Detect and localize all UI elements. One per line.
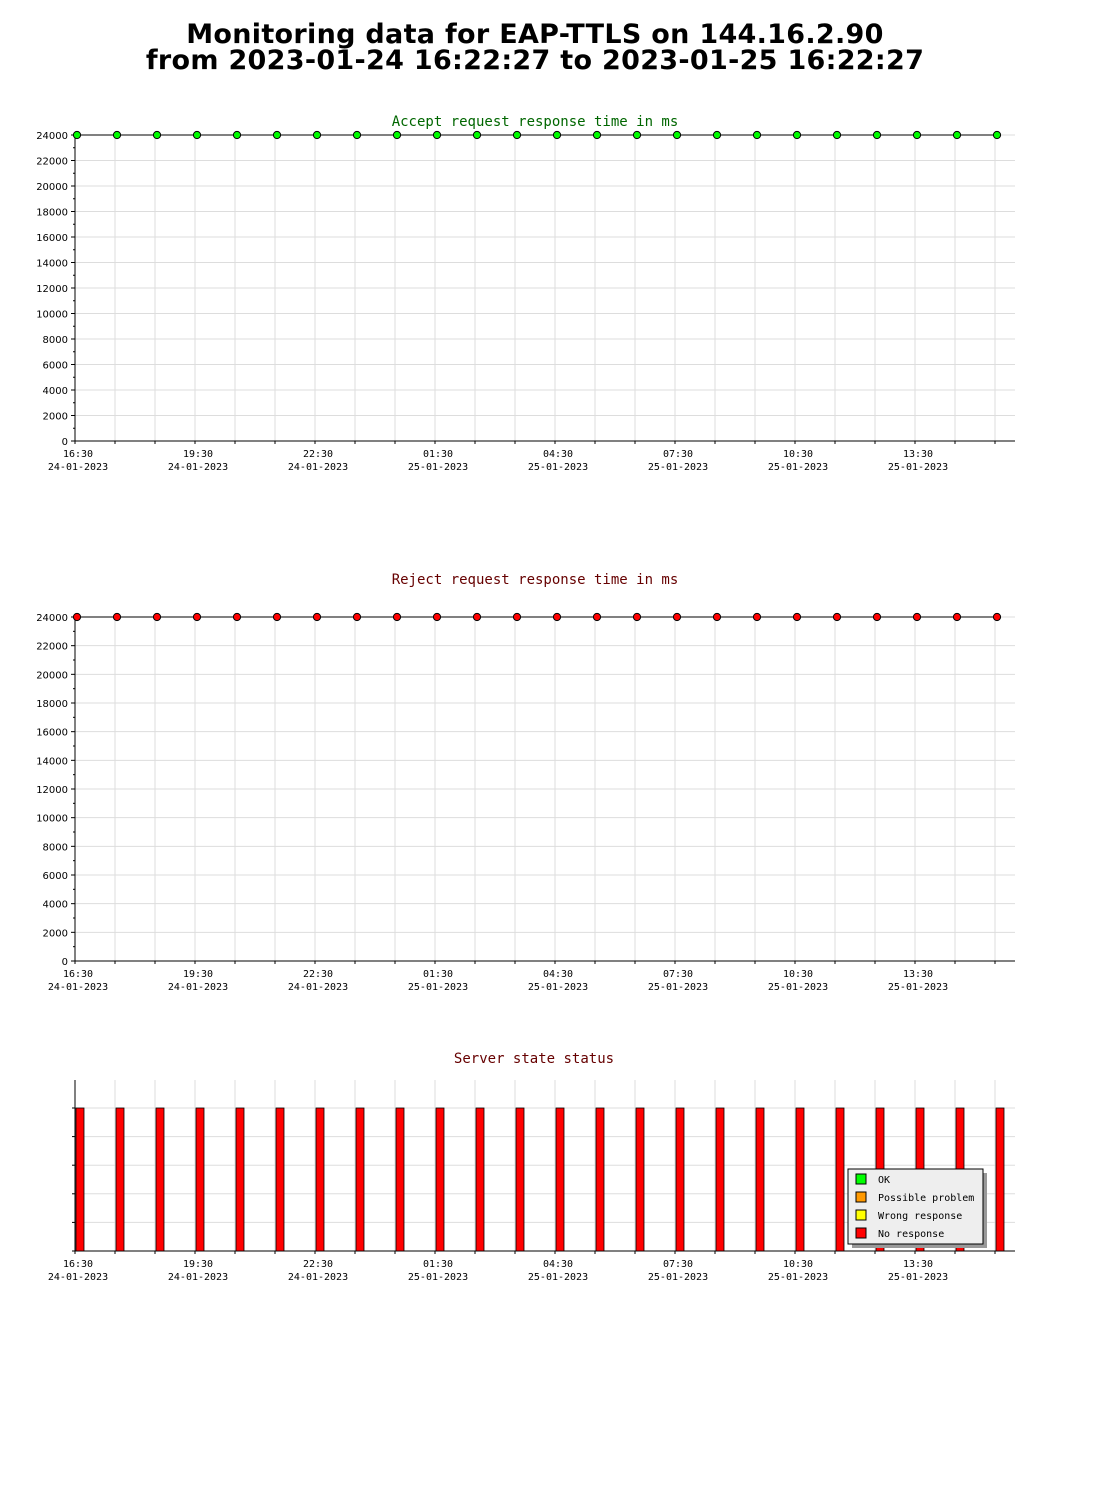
accept-x-tick-date: 25-01-2023 [647, 462, 709, 473]
reject-data-point [113, 613, 120, 620]
status-x-tick-time: 16:30 [62, 1259, 94, 1270]
accept-y-tick-label: 12000 [36, 284, 68, 295]
reject-y-tick-label: 10000 [36, 813, 68, 825]
reject-data-point [673, 613, 680, 620]
status-state-bar [756, 1108, 764, 1251]
title-line-2: from 2023-01-24 16:22:27 to 2023-01-25 16:22:27 [145, 45, 925, 76]
status-x-tick-time: 04:30 [542, 1259, 574, 1270]
accept-data-point [393, 131, 400, 138]
accept-data-point [273, 131, 280, 138]
reject-chart-title: Reject request response time in ms [391, 572, 679, 588]
accept-y-tick-label: 4000 [42, 386, 68, 397]
status-x-tick-time: 13:30 [902, 1259, 934, 1270]
accept-x-tick-date: 25-01-2023 [887, 462, 949, 473]
reject-y-tick-label: 20000 [36, 670, 68, 682]
reject-x-tick-date: 25-01-2023 [887, 982, 949, 993]
status-state-bar [556, 1108, 564, 1251]
accept-data-point [153, 131, 160, 138]
reject-x-tick-time: 01:30 [422, 969, 454, 980]
accept-x-tick-time: 07:30 [662, 449, 694, 460]
accept-data-point [193, 131, 200, 138]
accept-data-point [473, 131, 480, 138]
status-state-bar [516, 1108, 524, 1251]
accept-y-tick-label: 2000 [42, 411, 68, 423]
accept-data-point [553, 131, 560, 138]
status-x-tick-time: 19:30 [182, 1259, 214, 1270]
status-state-bar [276, 1108, 284, 1251]
accept-x-tick-date: 24-01-2023 [287, 462, 349, 473]
accept-x-tick-time: 04:30 [542, 449, 574, 460]
accept-data-point [993, 131, 1000, 138]
accept-x-tick-time: 13:30 [902, 449, 934, 460]
status-state-bar [836, 1108, 844, 1251]
legend-swatch [856, 1210, 866, 1220]
status-state-bar [676, 1108, 684, 1251]
reject-x-tick-date: 25-01-2023 [407, 982, 469, 993]
status-state-bar [596, 1108, 604, 1251]
accept-x-tick-date: 25-01-2023 [767, 462, 829, 473]
reject-data-point [393, 613, 400, 620]
accept-y-tick-label: 16000 [36, 233, 68, 244]
status-chart [48, 1051, 1015, 1283]
status-state-bar [396, 1108, 404, 1251]
accept-data-point [673, 131, 680, 138]
accept-data-point [793, 131, 800, 138]
accept-data-point [753, 131, 760, 138]
status-x-tick-date: 25-01-2023 [407, 1272, 469, 1283]
status-x-tick-date: 24-01-2023 [167, 1272, 229, 1283]
accept-data-point [73, 131, 80, 138]
reject-y-tick-label: 12000 [36, 785, 68, 796]
accept-y-tick-label: 18000 [36, 207, 68, 219]
accept-data-point [313, 131, 320, 138]
status-x-tick-time: 10:30 [782, 1259, 814, 1270]
accept-data-point [513, 131, 520, 138]
reject-data-point [553, 613, 560, 620]
status-state-bar [316, 1108, 324, 1251]
status-state-bar [716, 1108, 724, 1251]
status-x-tick-time: 07:30 [662, 1259, 694, 1270]
reject-data-point [953, 613, 960, 620]
status-state-bar [636, 1108, 644, 1251]
reject-x-tick-time: 07:30 [662, 969, 694, 980]
reject-y-tick-label: 6000 [42, 871, 68, 882]
status-state-bar [116, 1108, 124, 1251]
accept-data-point [233, 131, 240, 138]
reject-data-point [353, 613, 360, 620]
status-state-bar [796, 1108, 804, 1251]
reject-data-point [433, 613, 440, 620]
status-state-bar [356, 1108, 364, 1251]
legend-label: OK [878, 1175, 891, 1186]
legend-label: Possible problem [878, 1193, 975, 1204]
accept-data-point [873, 131, 880, 138]
status-x-tick-date: 25-01-2023 [767, 1272, 829, 1283]
reject-y-tick-label: 16000 [36, 727, 68, 739]
status-legend [848, 1169, 987, 1248]
accept-data-point [833, 131, 840, 138]
accept-y-tick-label: 24000 [36, 131, 68, 142]
reject-x-tick-date: 24-01-2023 [47, 982, 109, 993]
reject-x-tick-date: 25-01-2023 [767, 982, 829, 993]
reject-data-point [793, 613, 800, 620]
reject-x-tick-time: 13:30 [902, 969, 934, 980]
reject-data-point [913, 613, 920, 620]
status-x-tick-date: 25-01-2023 [647, 1272, 709, 1283]
reject-data-point [833, 613, 840, 620]
accept-x-tick-date: 24-01-2023 [47, 462, 109, 473]
reject-data-point [193, 613, 200, 620]
reject-data-point [313, 613, 320, 620]
reject-y-tick-label: 8000 [42, 842, 68, 854]
accept-data-point [113, 131, 120, 138]
accept-chart [36, 114, 1015, 473]
status-x-tick-date: 24-01-2023 [47, 1272, 109, 1283]
reject-chart [36, 572, 1015, 993]
reject-y-tick-label: 14000 [36, 756, 68, 768]
accept-x-tick-time: 01:30 [422, 449, 454, 460]
accept-y-tick-label: 0 [61, 437, 68, 448]
accept-data-point [433, 131, 440, 138]
reject-data-point [633, 613, 640, 620]
reject-data-point [73, 613, 80, 620]
accept-data-point [913, 131, 920, 138]
status-state-bar [436, 1108, 444, 1251]
reject-x-tick-date: 25-01-2023 [647, 982, 709, 993]
accept-y-tick-label: 22000 [36, 156, 68, 168]
reject-data-point [153, 613, 160, 620]
reject-data-point [753, 613, 760, 620]
status-x-tick-date: 25-01-2023 [887, 1272, 949, 1283]
status-x-tick-time: 22:30 [302, 1259, 334, 1270]
accept-data-point [713, 131, 720, 138]
accept-x-tick-date: 24-01-2023 [167, 462, 229, 473]
status-x-tick-time: 01:30 [422, 1259, 454, 1270]
status-state-bar [76, 1108, 84, 1251]
reject-x-tick-time: 19:30 [182, 969, 214, 980]
reject-x-tick-date: 24-01-2023 [287, 982, 349, 993]
status-state-bar [996, 1108, 1004, 1251]
accept-x-tick-date: 25-01-2023 [407, 462, 469, 473]
legend-label: Wrong response [878, 1211, 963, 1222]
reject-data-point [513, 613, 520, 620]
accept-y-tick-label: 20000 [36, 182, 68, 193]
reject-y-tick-label: 24000 [36, 613, 68, 624]
reject-data-point [593, 613, 600, 620]
accept-data-point [353, 131, 360, 138]
reject-y-tick-label: 0 [61, 957, 68, 968]
status-x-tick-date: 25-01-2023 [527, 1272, 589, 1283]
reject-x-tick-time: 10:30 [782, 969, 814, 980]
legend-swatch [856, 1192, 866, 1202]
accept-y-tick-label: 6000 [42, 360, 68, 372]
status-state-bar [156, 1108, 164, 1251]
status-state-bar [196, 1108, 204, 1251]
accept-data-point [633, 131, 640, 138]
status-state-bar [476, 1108, 484, 1251]
reject-data-point [273, 613, 280, 620]
reject-y-tick-label: 22000 [36, 641, 68, 653]
reject-x-tick-time: 04:30 [542, 969, 574, 980]
accept-x-tick-time: 10:30 [782, 449, 814, 460]
reject-data-point [993, 613, 1000, 620]
title-line-1: Monitoring data for EAP-TTLS on 144.16.2.90 [186, 19, 884, 50]
reject-x-tick-date: 24-01-2023 [167, 982, 229, 993]
accept-y-tick-label: 14000 [36, 258, 68, 270]
legend-swatch [856, 1228, 866, 1238]
accept-data-point [953, 131, 960, 138]
accept-y-tick-label: 10000 [36, 309, 68, 321]
reject-data-point [873, 613, 880, 620]
accept-x-tick-time: 22:30 [302, 449, 334, 460]
reject-data-point [233, 613, 240, 620]
accept-x-tick-time: 19:30 [182, 449, 214, 460]
accept-x-tick-date: 25-01-2023 [527, 462, 589, 473]
status-chart-title: Server state status [453, 1051, 615, 1067]
reject-x-tick-date: 25-01-2023 [527, 982, 589, 993]
reject-data-point [473, 613, 480, 620]
legend-label: No response [878, 1229, 945, 1240]
legend-swatch [856, 1174, 866, 1184]
reject-x-tick-time: 22:30 [302, 969, 334, 980]
accept-x-tick-time: 16:30 [62, 449, 94, 460]
reject-y-tick-label: 4000 [42, 899, 68, 911]
reject-data-point [713, 613, 720, 620]
accept-y-tick-label: 8000 [42, 335, 68, 346]
reject-x-tick-time: 16:30 [62, 969, 94, 980]
accept-data-point [593, 131, 600, 138]
accept-chart-title: Accept request response time in ms [391, 114, 679, 130]
reject-y-tick-label: 2000 [42, 928, 68, 940]
status-x-tick-date: 24-01-2023 [287, 1272, 349, 1283]
reject-y-tick-label: 18000 [36, 699, 68, 710]
status-state-bar [236, 1108, 244, 1251]
